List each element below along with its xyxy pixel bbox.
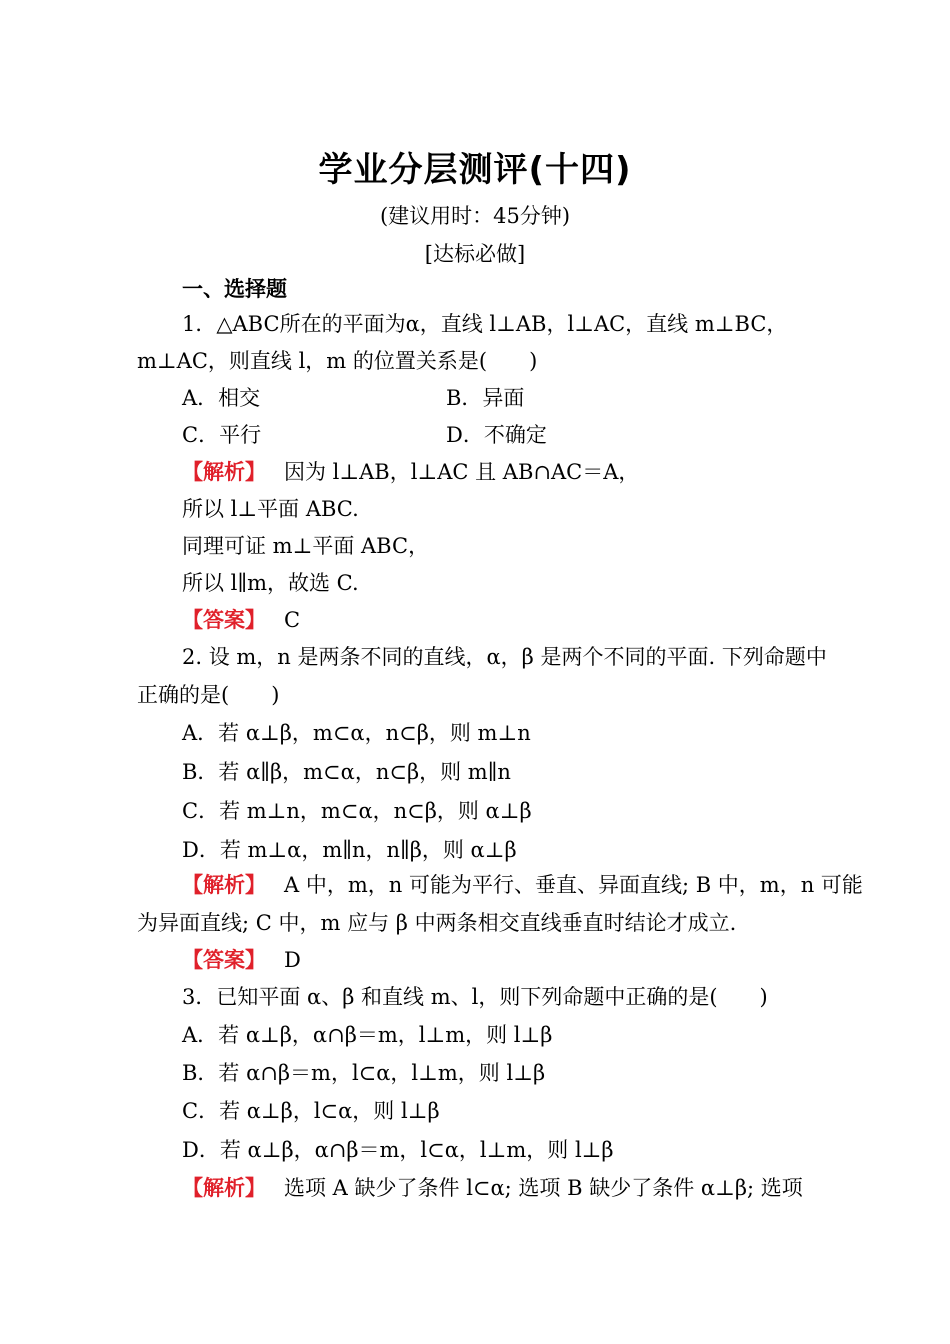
- q1-answer: [182, 607, 300, 633]
- analysis-tag: 【解析】: [182, 460, 266, 484]
- q1-stem-line1: 1．△ABC所在的平面为α，直线 l⊥AB，l⊥AC，直线 m⊥BC，: [182, 312, 788, 336]
- page-title: 学业分层测评(十四): [318, 150, 632, 190]
- q1-option-c: C．平行: [182, 423, 262, 447]
- q1-analysis-line1: 因为 l⊥AB，l⊥AC 且 AB∩AC＝A，: [284, 460, 640, 484]
- q2-option-c: C．若 m⊥n，m⊂α，n⊂β，则 α⊥β: [182, 799, 532, 823]
- answer-tag: 【答案】: [182, 608, 266, 632]
- q3-option-b: B．若 α∩β＝m，l⊂α，l⊥m，则 l⊥β: [182, 1061, 546, 1085]
- section-heading: 一、选择题: [182, 277, 287, 301]
- q2-option-d: D．若 m⊥α，m∥n，n∥β，则 α⊥β: [182, 838, 517, 862]
- q1-option-b: B．异面: [446, 386, 525, 410]
- q3-analysis: [182, 1175, 803, 1201]
- q1-analysis-line4: 所以 l∥m，故选 C.: [182, 571, 359, 595]
- analysis-tag: 【解析】: [182, 873, 266, 897]
- q1-analysis-line3: 同理可证 m⊥平面 ABC，: [182, 534, 430, 558]
- q2-answer-value: D: [284, 948, 301, 972]
- answer-tag: 【答案】: [182, 948, 266, 972]
- q1-option-d: D．不确定: [446, 423, 547, 447]
- q3-stem-line1: 3．已知平面 α、β 和直线 m、l，则下列命题中正确的是( ): [182, 985, 768, 1009]
- q2-stem-line1: 2. 设 m，n 是两条不同的直线，α，β 是两个不同的平面. 下列命题中: [182, 645, 827, 669]
- q1-analysis-line2: 所以 l⊥平面 ABC.: [182, 497, 359, 521]
- time-hint: (建议用时：45分钟): [379, 204, 571, 228]
- q3-analysis-line1: 选项 A 缺少了条件 l⊂α; 选项 B 缺少了条件 α⊥β; 选项: [284, 1176, 803, 1200]
- q2-stem-line2: 正确的是( ): [137, 683, 280, 707]
- q2-analysis-line1: A 中，m，n 可能为平行、垂直、异面直线; B 中，m，n 可能: [284, 873, 863, 897]
- q2-answer: [182, 947, 301, 973]
- q2-option-a: A．若 α⊥β，m⊂α，n⊂β，则 m⊥n: [182, 721, 531, 745]
- q1-answer-value: C: [284, 608, 301, 632]
- level-label: [达标必做]: [424, 242, 526, 266]
- q3-option-a: A．若 α⊥β，α∩β＝m，l⊥m，则 l⊥β: [182, 1023, 553, 1047]
- q2-option-b: B．若 α∥β，m⊂α，n⊂β，则 m∥n: [182, 760, 511, 784]
- q1-stem-line2: m⊥AC，则直线 l，m 的位置关系是( ): [137, 349, 538, 373]
- q1-option-a: A．相交: [182, 386, 261, 410]
- analysis-tag: 【解析】: [182, 1176, 266, 1200]
- q2-analysis: [182, 872, 863, 898]
- q2-analysis-line2: 为异面直线; C 中，m 应与 β 中两条相交直线垂直时结论才成立.: [137, 911, 737, 935]
- q3-option-c: C．若 α⊥β，l⊂α，则 l⊥β: [182, 1099, 440, 1123]
- q1-analysis: [182, 459, 639, 485]
- q3-option-d: D．若 α⊥β，α∩β＝m，l⊂α，l⊥m，则 l⊥β: [182, 1138, 614, 1162]
